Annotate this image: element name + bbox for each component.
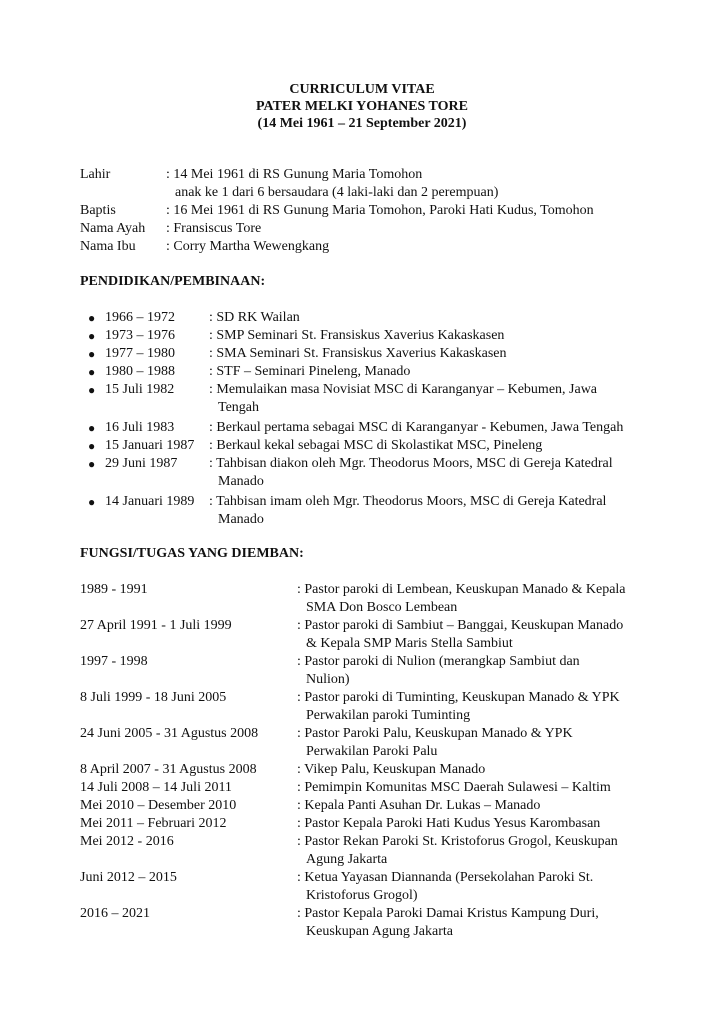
role-date: Mei 2012 - 2016 (80, 834, 174, 849)
education-heading: PENDIDIKAN/PEMBINAAN: (80, 274, 266, 289)
education-date: 1973 – 1976 (105, 328, 175, 343)
education-value: : Tahbisan diakon oleh Mgr. Theodorus Moors, MSC di Gereja Katedral (209, 456, 613, 471)
bio-value-baptism: : 16 Mei 1961 di RS Gunung Maria Tomohon, Paroki Hati Kudus, Tomohon (166, 203, 594, 218)
role-value: : Pastor Paroki Palu, Keuskupan Manado & YPK (297, 726, 573, 741)
role-value-cont: SMA Don Bosco Lembean (306, 600, 458, 615)
role-date: Mei 2010 – Desember 2010 (80, 798, 237, 813)
list-item (88, 363, 688, 381)
education-value: : SMP Seminari St. Fransiskus Xaverius Kakaskasen (209, 328, 505, 343)
role-value-cont: Perwakilan paroki Tuminting (306, 708, 471, 723)
role-value-cont: Keuskupan Agung Jakarta (306, 924, 453, 939)
bio-label-father: Nama Ayah (80, 221, 146, 236)
list-item (88, 419, 688, 437)
bio-label-birth: Lahir (80, 167, 111, 182)
role-date: Juni 2012 – 2015 (80, 870, 177, 885)
education-date: 29 Juni 1987 (105, 456, 178, 471)
role-date: 24 Juni 2005 - 31 Agustus 2008 (80, 726, 259, 741)
education-value: : SD RK Wailan (209, 310, 300, 325)
role-value-cont: Kristoforus Grogol) (306, 888, 418, 903)
bullet-icon: ● (88, 365, 96, 379)
bio-value-birth-cont: anak ke 1 dari 6 bersaudara (4 laki-laki dan 2 perempuan) (175, 185, 499, 200)
bio-value-birth: : 14 Mei 1961 di RS Gunung Maria Tomohon (166, 167, 423, 182)
education-date: 16 Juli 1983 (105, 420, 175, 435)
role-value: : Pastor paroki di Lembean, Keuskupan Manado & Kepala (297, 582, 626, 597)
role-value: : Vikep Palu, Keuskupan Manado (297, 762, 486, 777)
education-date: 15 Januari 1987 (105, 438, 195, 453)
education-value: : Memulaikan masa Novisiat MSC di Karanganyar – Kebumen, Jawa (209, 382, 598, 397)
role-value: : Kepala Panti Asuhan Dr. Lukas – Manado (297, 798, 541, 813)
role-date: 2016 – 2021 (80, 906, 150, 921)
role-value-cont: Nulion) (306, 672, 350, 687)
bullet-icon: ● (88, 329, 96, 343)
education-date: 15 Juli 1982 (105, 382, 175, 397)
role-value: : Pastor paroki di Sambiut – Banggai, Keuskupan Manado (297, 618, 624, 633)
education-value: : Berkaul kekal sebagai MSC di Skolastikat MSC, Pineleng (209, 438, 543, 453)
role-value: : Pemimpin Komunitas MSC Daerah Sulawesi – Kaltim (297, 780, 611, 795)
education-value: : STF – Seminari Pineleng, Manado (209, 364, 411, 379)
education-value-cont: Manado (218, 474, 264, 489)
bio-label-baptism: Baptis (80, 203, 116, 218)
document-title: CURRICULUM VITAE (289, 82, 435, 97)
education-value-cont: Tengah (218, 400, 260, 415)
education-date: 1966 – 1972 (105, 310, 175, 325)
role-value: : Pastor Rekan Paroki St. Kristoforus Grogol, Keuskupan (297, 834, 618, 849)
bullet-icon: ● (88, 347, 96, 361)
role-value: : Pastor Kepala Paroki Damai Kristus Kampung Duri, (297, 906, 599, 921)
education-date: 1980 – 1988 (105, 364, 175, 379)
role-value-cont: Perwakilan Paroki Palu (306, 744, 438, 759)
person-name: PATER MELKI YOHANES TORE (256, 99, 468, 114)
roles-heading: FUNGSI/TUGAS YANG DIEMBAN: (80, 546, 304, 561)
education-value: : SMA Seminari St. Fransiskus Xaverius Kakaskasen (209, 346, 507, 361)
bullet-icon: ● (88, 457, 96, 471)
role-value: : Pastor paroki di Tuminting, Keuskupan Manado & YPK (297, 690, 620, 705)
list-item (88, 381, 688, 415)
role-date: 1989 - 1991 (80, 582, 148, 597)
list-item (88, 327, 688, 345)
education-value: : Tahbisan imam oleh Mgr. Theodorus Moors, MSC di Gereja Katedral (209, 494, 607, 509)
role-value-cont: & Kepala SMP Maris Stella Sambiut (306, 636, 513, 651)
education-date: 14 Januari 1989 (105, 494, 195, 509)
role-date: 8 Juli 1999 - 18 Juni 2005 (80, 690, 227, 705)
role-date: 14 Juli 2008 – 14 Juli 2011 (80, 780, 232, 795)
list-item (88, 437, 688, 455)
role-value: : Ketua Yayasan Diannanda (Persekolahan Paroki St. (297, 870, 594, 885)
education-value-cont: Manado (218, 512, 264, 527)
lifespan: (14 Mei 1961 – 21 September 2021) (257, 116, 467, 131)
bullet-icon: ● (88, 439, 96, 453)
list-item (88, 493, 688, 527)
list-item (88, 455, 688, 489)
bullet-icon: ● (88, 383, 96, 397)
education-value: : Berkaul pertama sebagai MSC di Karanganyar - Kebumen, Jawa Tengah (209, 420, 624, 435)
role-value: : Pastor Kepala Paroki Hati Kudus Yesus Karombasan (297, 816, 601, 831)
list-item (88, 309, 688, 327)
role-value-cont: Agung Jakarta (306, 852, 388, 867)
role-date: 8 April 2007 - 31 Agustus 2008 (80, 762, 257, 777)
role-date: 1997 - 1998 (80, 654, 148, 669)
bullet-icon: ● (88, 311, 96, 325)
role-date: Mei 2011 – Februari 2012 (80, 816, 227, 831)
role-value: : Pastor paroki di Nulion (merangkap Sambiut dan (297, 654, 580, 669)
bio-label-mother: Nama Ibu (80, 239, 136, 254)
bio-value-mother: : Corry Martha Wewengkang (166, 239, 330, 254)
list-item (88, 345, 688, 363)
education-date: 1977 – 1980 (105, 346, 175, 361)
role-date: 27 April 1991 - 1 Juli 1999 (80, 618, 232, 633)
bio-value-father: : Fransiscus Tore (166, 221, 262, 236)
bullet-icon: ● (88, 495, 96, 509)
bullet-icon: ● (88, 421, 96, 435)
